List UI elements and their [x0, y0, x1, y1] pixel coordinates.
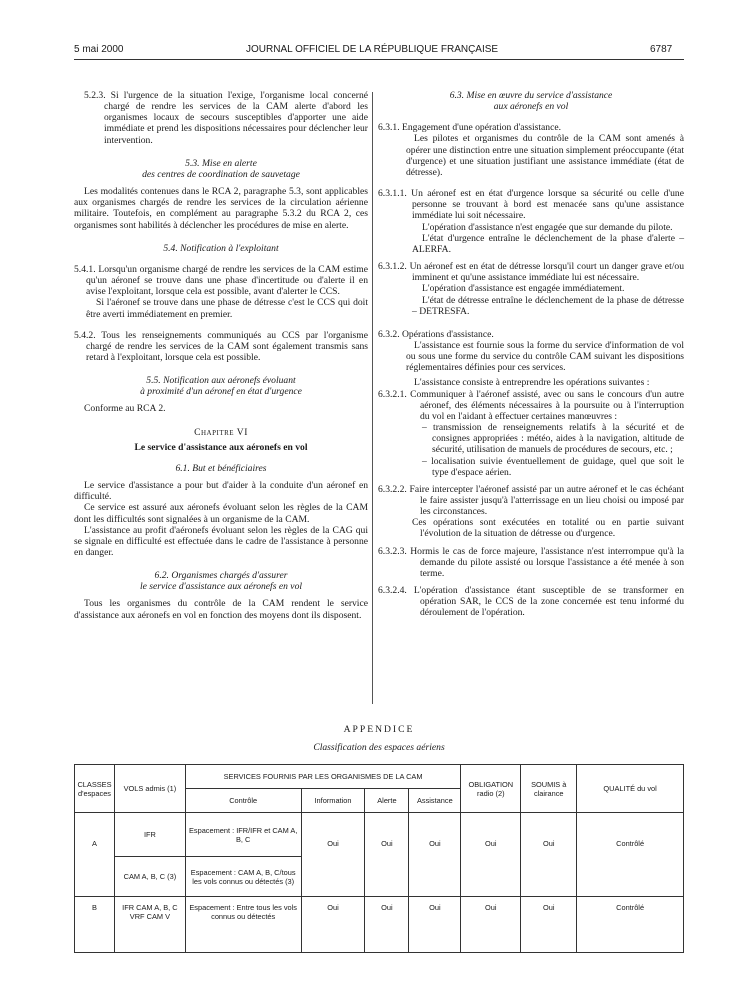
row-a-alerte: Oui: [365, 813, 409, 897]
airspace-classification-table: [74, 764, 684, 953]
row-b-class: B: [75, 897, 115, 953]
para-6-3-2-b: L'assistance est fournie sous la forme du service d'information de vol ou sous une forme du service du contrôle CAM suivant les dispositions réglementaires définies pour ces services.: [406, 339, 684, 374]
heading-5-3-line1: 5.3. Mise en alerte: [185, 157, 257, 169]
para-5-4-1-b: Si l'aéronef se trouve dans une phase de détresse c'est le CCS qui doit être averti immédiatement en premier.: [86, 297, 368, 320]
para-6-3-1-2-b: L'opération d'assistance est engagée immédiatement.: [422, 283, 625, 295]
heading-6-2-line2: le service d'assistance aux aéronefs en vol: [139, 581, 303, 593]
para-6-3-2-c: L'assistance consiste à entreprendre les opérations suivantes :: [414, 377, 650, 389]
para-6-3-2: 6.3.2. Opérations d'assistance.: [378, 328, 494, 340]
appendix-subtitle: Classification des espaces aériens: [313, 742, 445, 753]
para-6-3-2-2-b: Ces opérations sont exécutées en totalité ou en partie suivant l'évolution de la situation de détresse ou d'urgence.: [412, 517, 684, 540]
row-b-information: Oui: [301, 897, 365, 953]
heading-5-4: 5.4. Notification à l'exploitant: [163, 242, 279, 254]
row-b-vols: IFR CAM A, B, C VRF CAM V: [114, 897, 185, 953]
heading-6-3-line2: aux aéronefs en vol: [493, 101, 569, 113]
row-b-soumis: Oui: [521, 897, 577, 953]
para-6-3-2-4: 6.3.2.4. L'opération d'assistance étant susceptible de se transformer en opération SAR, le CCS de la zone concernée est tenu informé du déroulement de l'opération.: [378, 585, 684, 619]
row-a-vols-1: IFR: [114, 813, 185, 857]
para-5-4-1: 5.4.1. Lorsqu'un organisme chargé de rendre les services de la CAM estime qu'un aéronef se trouve dans une phase d'incertitude ou d'alerte il en avise l'exploitant, lorsque cela est possible, avant d'alerter le CCS.: [74, 263, 368, 298]
chapter-label: Chapitre VI: [194, 426, 248, 438]
heading-6-2-line1: 6.2. Organismes chargés d'assurer: [154, 570, 288, 582]
para-6-1-a: Le service d'assistance a pour but d'aider à la conduite d'un aéronef en difficulté.: [74, 480, 368, 503]
header-rule: [74, 59, 684, 60]
row-b-obligation: Oui: [461, 897, 521, 953]
row-a-information: Oui: [301, 813, 365, 897]
para-5-2-3: 5.2.3. Si l'urgence de la situation l'exige, l'organisme local concerné chargé de rendre les services de la CAM alerte d'abord les organismes locaux de secours susceptibles d'apporter une aide immédiate et prend les dispositions nécessaires pour déclencher leur intervention.: [84, 90, 368, 146]
row-a-soumis: Oui: [521, 813, 577, 897]
header-vols: VOLS admis (1): [114, 765, 185, 813]
para-6-1-b: Ce service est assuré aux aéronefs évoluant selon les règles de la CAM dont les difficultés sont signalées à un organisme de la CAM.: [74, 502, 368, 525]
row-a-obligation: Oui: [461, 813, 521, 897]
para-6-3-1-1: 6.3.1.1. Un aéronef est en état d'urgence lorsque sa sécurité ou celle d'une personne se trouvant à bord est menacée sans qu'une assistance immédiate lui soit nécessaire.: [378, 188, 684, 222]
column-divider: [372, 92, 373, 704]
header-services: SERVICES FOURNIS PAR LES ORGANISMES DE LA CAM: [185, 765, 461, 789]
para-6-3-2-1: 6.3.2.1. Communiquer à l'aéronef assisté, avec ou sans le concours d'un autre aéronef, des éléments nécessaires à la poursuite ou à l'interruption du vol en l'aidant à effectuer certaines manœuvres :: [378, 388, 684, 422]
page-number: 6787: [650, 44, 673, 55]
header-obligation: OBLIGATION radio (2): [461, 765, 521, 813]
header-classes: CLASSES d'espaces: [75, 765, 115, 813]
row-a-controle-2: Espacement : CAM A, B, C/tous les vols connus ou détectés (3): [185, 857, 301, 897]
para-6-3-1-1-b: L'opération d'assistance n'est engagée que sur demande du pilote.: [422, 221, 673, 233]
para-6-3-1: 6.3.1. Engagement d'une opération d'assistance.: [378, 122, 562, 134]
row-b-alerte: Oui: [365, 897, 409, 953]
right-column: [378, 90, 684, 619]
heading-5-3-line2: des centres de coordination de sauvetage: [142, 168, 300, 180]
header-qualite: QUALITÉ du vol: [577, 765, 684, 813]
para-6-3-1-b: Les pilotes et organismes du contrôle de la CAM sont amenés à opérer une distinction entre une situation simplement préoccupante (état d'urgence) et une situation justifiant une assistance immédiate (état de détresse).: [406, 133, 684, 178]
header-controle: Contrôle: [185, 789, 301, 813]
header-soumis: SOUMIS à clairance: [521, 765, 577, 813]
row-b-controle: Espacement : Entre tous les vols connus ou détectés: [185, 897, 301, 953]
heading-5-5-line2: à proximité d'un aéronef en état d'urgence: [140, 386, 302, 398]
appendix-title: APPENDICE: [343, 724, 415, 735]
row-a-class: A: [75, 813, 115, 897]
para-6-3-2-3: 6.3.2.3. Hormis le cas de force majeure, l'assistance n'est interrompue qu'à la demande du pilote assisté ou lorsque l'assistance a été menée à son terme.: [378, 545, 684, 579]
row-a-assistance: Oui: [409, 813, 461, 897]
para-5-5: Conforme au RCA 2.: [84, 403, 166, 415]
journal-title: JOURNAL OFFICIEL DE LA RÉPUBLIQUE FRANÇAISE: [246, 44, 499, 55]
header-alerte: Alerte: [365, 789, 409, 813]
para-5-4-2: 5.4.2. Tous les renseignements communiqués au CCS par l'organisme chargé de rendre les services de la CAM sont également transmis sans retard à l'exploitant, lorsque cela est possible.: [74, 329, 368, 363]
para-6-3-2-2: 6.3.2.2. Faire intercepter l'aéronef assisté par un autre aéronef et le cas échéant le faire assister jusqu'à l'atterrissage en un lieu choisi ou imposé par les circonstances.: [378, 483, 684, 518]
row-a-vols-2: CAM A, B, C (3): [114, 857, 185, 897]
row-b-qualite: Contrôlé: [577, 897, 684, 953]
chapter-title: Le service d'assistance aux aéronefs en vol: [134, 441, 308, 453]
para-6-2: Tous les organismes du contrôle de la CAM rendent le service d'assistance aux aéronefs en vol en fonction des moyens dont ils disposent.: [74, 598, 368, 621]
para-5-3: Les modalités contenues dans le RCA 2, paragraphe 5.3, sont applicables aux organismes chargés de rendre les services de la circulation aérienne militaire. Toutefois, en complément au paragraphe 5.3.2 du RCA 2, ces organismes sont habilités à déclencher les procédures de mise en alerte.: [74, 186, 368, 231]
left-column: [74, 90, 368, 621]
dash-item-1: – transmission de renseignements relatifs à la sécurité et de consignes appropriées : météo, aides à la navigation, altitude de sécurité, utilisation de manuels de procédures de secours, etc. ;: [422, 422, 684, 456]
heading-5-5-line1: 5.5. Notification aux aéronefs évoluant: [146, 375, 296, 387]
header-date: 5 mai 2000: [74, 44, 124, 55]
para-6-3-1-1-c: L'état d'urgence entraîne le déclenchement de la phase d'alerte – ALERFA.: [412, 232, 684, 255]
heading-6-3-line1: 6.3. Mise en œuvre du service d'assistance: [449, 90, 613, 101]
para-6-3-1-2: 6.3.1.2. Un aéronef est en état de détresse lorsqu'il court un danger grave et/ou imminent et qu'une assistance immédiate lui est nécessaire.: [378, 261, 684, 284]
row-b-assistance: Oui: [409, 897, 461, 953]
row-a-qualite: Contrôlé: [577, 813, 684, 897]
header-information: Information: [301, 789, 365, 813]
para-6-3-1-2-c: L'état de détresse entraîne le déclenchement de la phase de détresse – DETRESFA.: [412, 294, 684, 317]
para-6-1-c: L'assistance au profit d'aéronefs évoluant selon les règles de la CAG qui se signale en difficulté est effectuée dans le cadre de l'assistance à personne en danger.: [74, 524, 368, 558]
heading-6-1: 6.1. But et bénéficiaires: [175, 462, 267, 474]
row-a-controle-1: Espacement : IFR/IFR et CAM A, B, C: [185, 813, 301, 857]
header-assistance: Assistance: [409, 789, 461, 813]
dash-item-2: – localisation suivie éventuellement de guidage, quel que soit le type d'espace aérien.: [422, 455, 684, 478]
